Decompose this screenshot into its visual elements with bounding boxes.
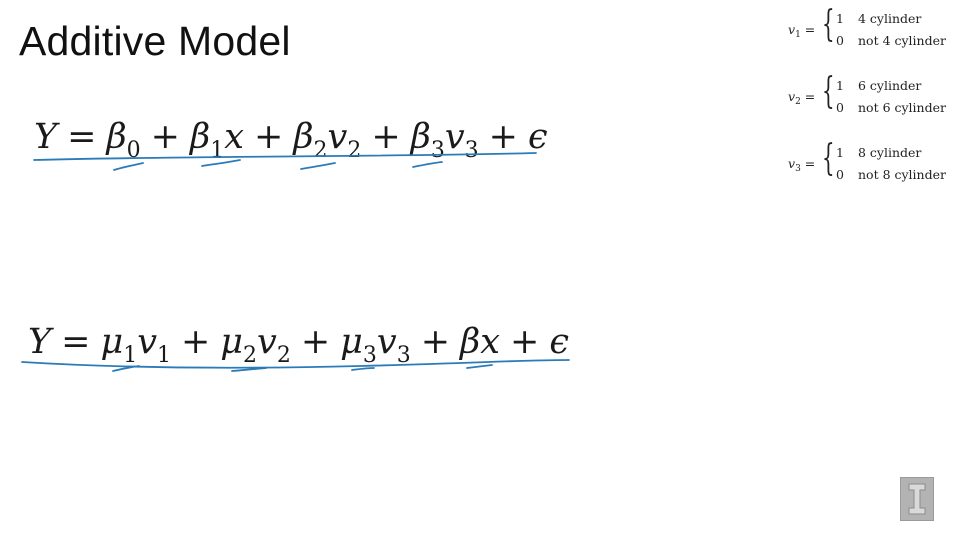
coef-tick xyxy=(467,365,492,368)
coef-tick xyxy=(301,163,335,169)
definition-row: 1 4 cylinder xyxy=(836,11,922,26)
left-brace-icon: { xyxy=(822,138,835,179)
plus-sign: + xyxy=(371,117,401,157)
additive-model-equation xyxy=(34,117,548,163)
definition-row: 0 not 4 cylinder xyxy=(836,33,946,48)
definition-row: 0 not 8 cylinder xyxy=(836,167,946,182)
equation-term: $\beta_0$ xyxy=(106,117,141,163)
equation-term: $\mu_2v_2$ xyxy=(220,322,291,368)
response-variable: Y xyxy=(28,322,52,362)
equation-term: $\mu_1v_1$ xyxy=(100,322,171,368)
equals-sign: = xyxy=(67,117,97,157)
plus-sign: + xyxy=(180,322,211,362)
plus-sign: + xyxy=(510,322,540,362)
error-term: ϵ xyxy=(549,322,569,362)
cell-means-equation xyxy=(28,322,569,368)
indicator-definition: $v_2$ = { 1 6 cylinder 0 not 6 cylinder xyxy=(788,71,946,115)
slide-title: Additive Model xyxy=(19,18,291,64)
definition-row: 1 8 cylinder xyxy=(836,145,922,160)
error-term: ϵ xyxy=(528,117,548,157)
definition-row: 0 not 6 cylinder xyxy=(836,100,946,115)
coef-tick xyxy=(114,163,143,170)
indicator-definition: $v_3$ = { 1 8 cylinder 0 not 8 cylinder xyxy=(788,138,946,182)
equation-term: $\beta_1x$ xyxy=(190,117,244,163)
left-brace-icon: { xyxy=(822,4,835,45)
indicator-definition: $v_1$ = { 1 4 cylinder 0 not 4 cylinder xyxy=(788,4,946,48)
coef-tick xyxy=(232,368,266,371)
block-i-icon xyxy=(906,482,928,516)
response-variable: Y xyxy=(34,117,58,157)
equation-term: $\mu_3v_3$ xyxy=(340,322,411,368)
equation-term: βx xyxy=(460,322,500,362)
equation-term: $\beta_3v_3$ xyxy=(410,117,479,163)
plus-sign: + xyxy=(420,322,451,362)
plus-sign: + xyxy=(150,117,180,157)
plus-sign: + xyxy=(488,117,518,157)
left-brace-icon: { xyxy=(822,71,835,112)
university-logo-icon xyxy=(900,477,934,521)
plus-sign: + xyxy=(253,117,284,157)
coef-tick xyxy=(352,368,374,370)
equation-term: $\beta_2v_2$ xyxy=(293,117,362,163)
definition-row: 1 6 cylinder xyxy=(836,78,922,93)
equals-sign: = xyxy=(61,322,91,362)
plus-sign: + xyxy=(300,322,331,362)
